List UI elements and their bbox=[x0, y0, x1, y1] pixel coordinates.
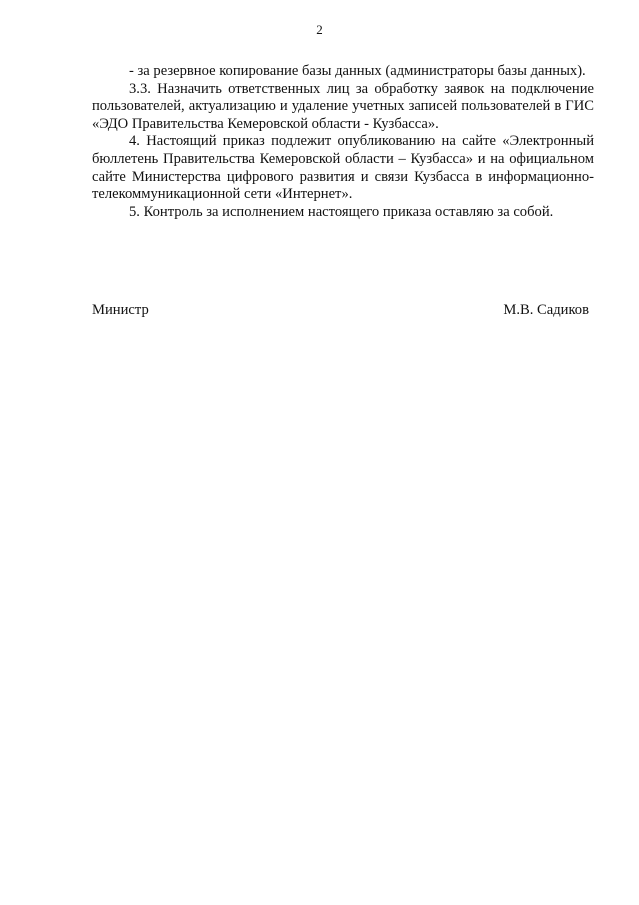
paragraph-3-3: 3.3. Назначить ответственных лиц за обработку заявок на подключение пользователей, актуализацию и удаление учетных записей пользователей в ГИС «ЭДО Правительства Кемеровской области - Кузбасса». bbox=[92, 80, 594, 132]
paragraph-4: 4. Настоящий приказ подлежит опубликованию на сайте «Электронный бюллетень Правительства Кемеровской области – Кузбасса» и на официальном сайте Министерства цифрового развития и связи Кузбасса в информационно-телекоммуникационной сети «Интернет». bbox=[92, 133, 594, 203]
page-number: 2 bbox=[316, 22, 323, 37]
signature-name: М.В. Садиков bbox=[503, 302, 589, 318]
signature-block bbox=[92, 302, 589, 320]
paragraph-backup-admins: - за резервное копирование базы данных (администраторы базы данных). bbox=[129, 63, 586, 79]
signature-position: Министр bbox=[92, 302, 149, 318]
paragraph-5: 5. Контроль за исполнением настоящего приказа оставляю за собой. bbox=[129, 203, 554, 220]
document-body bbox=[92, 63, 594, 221]
